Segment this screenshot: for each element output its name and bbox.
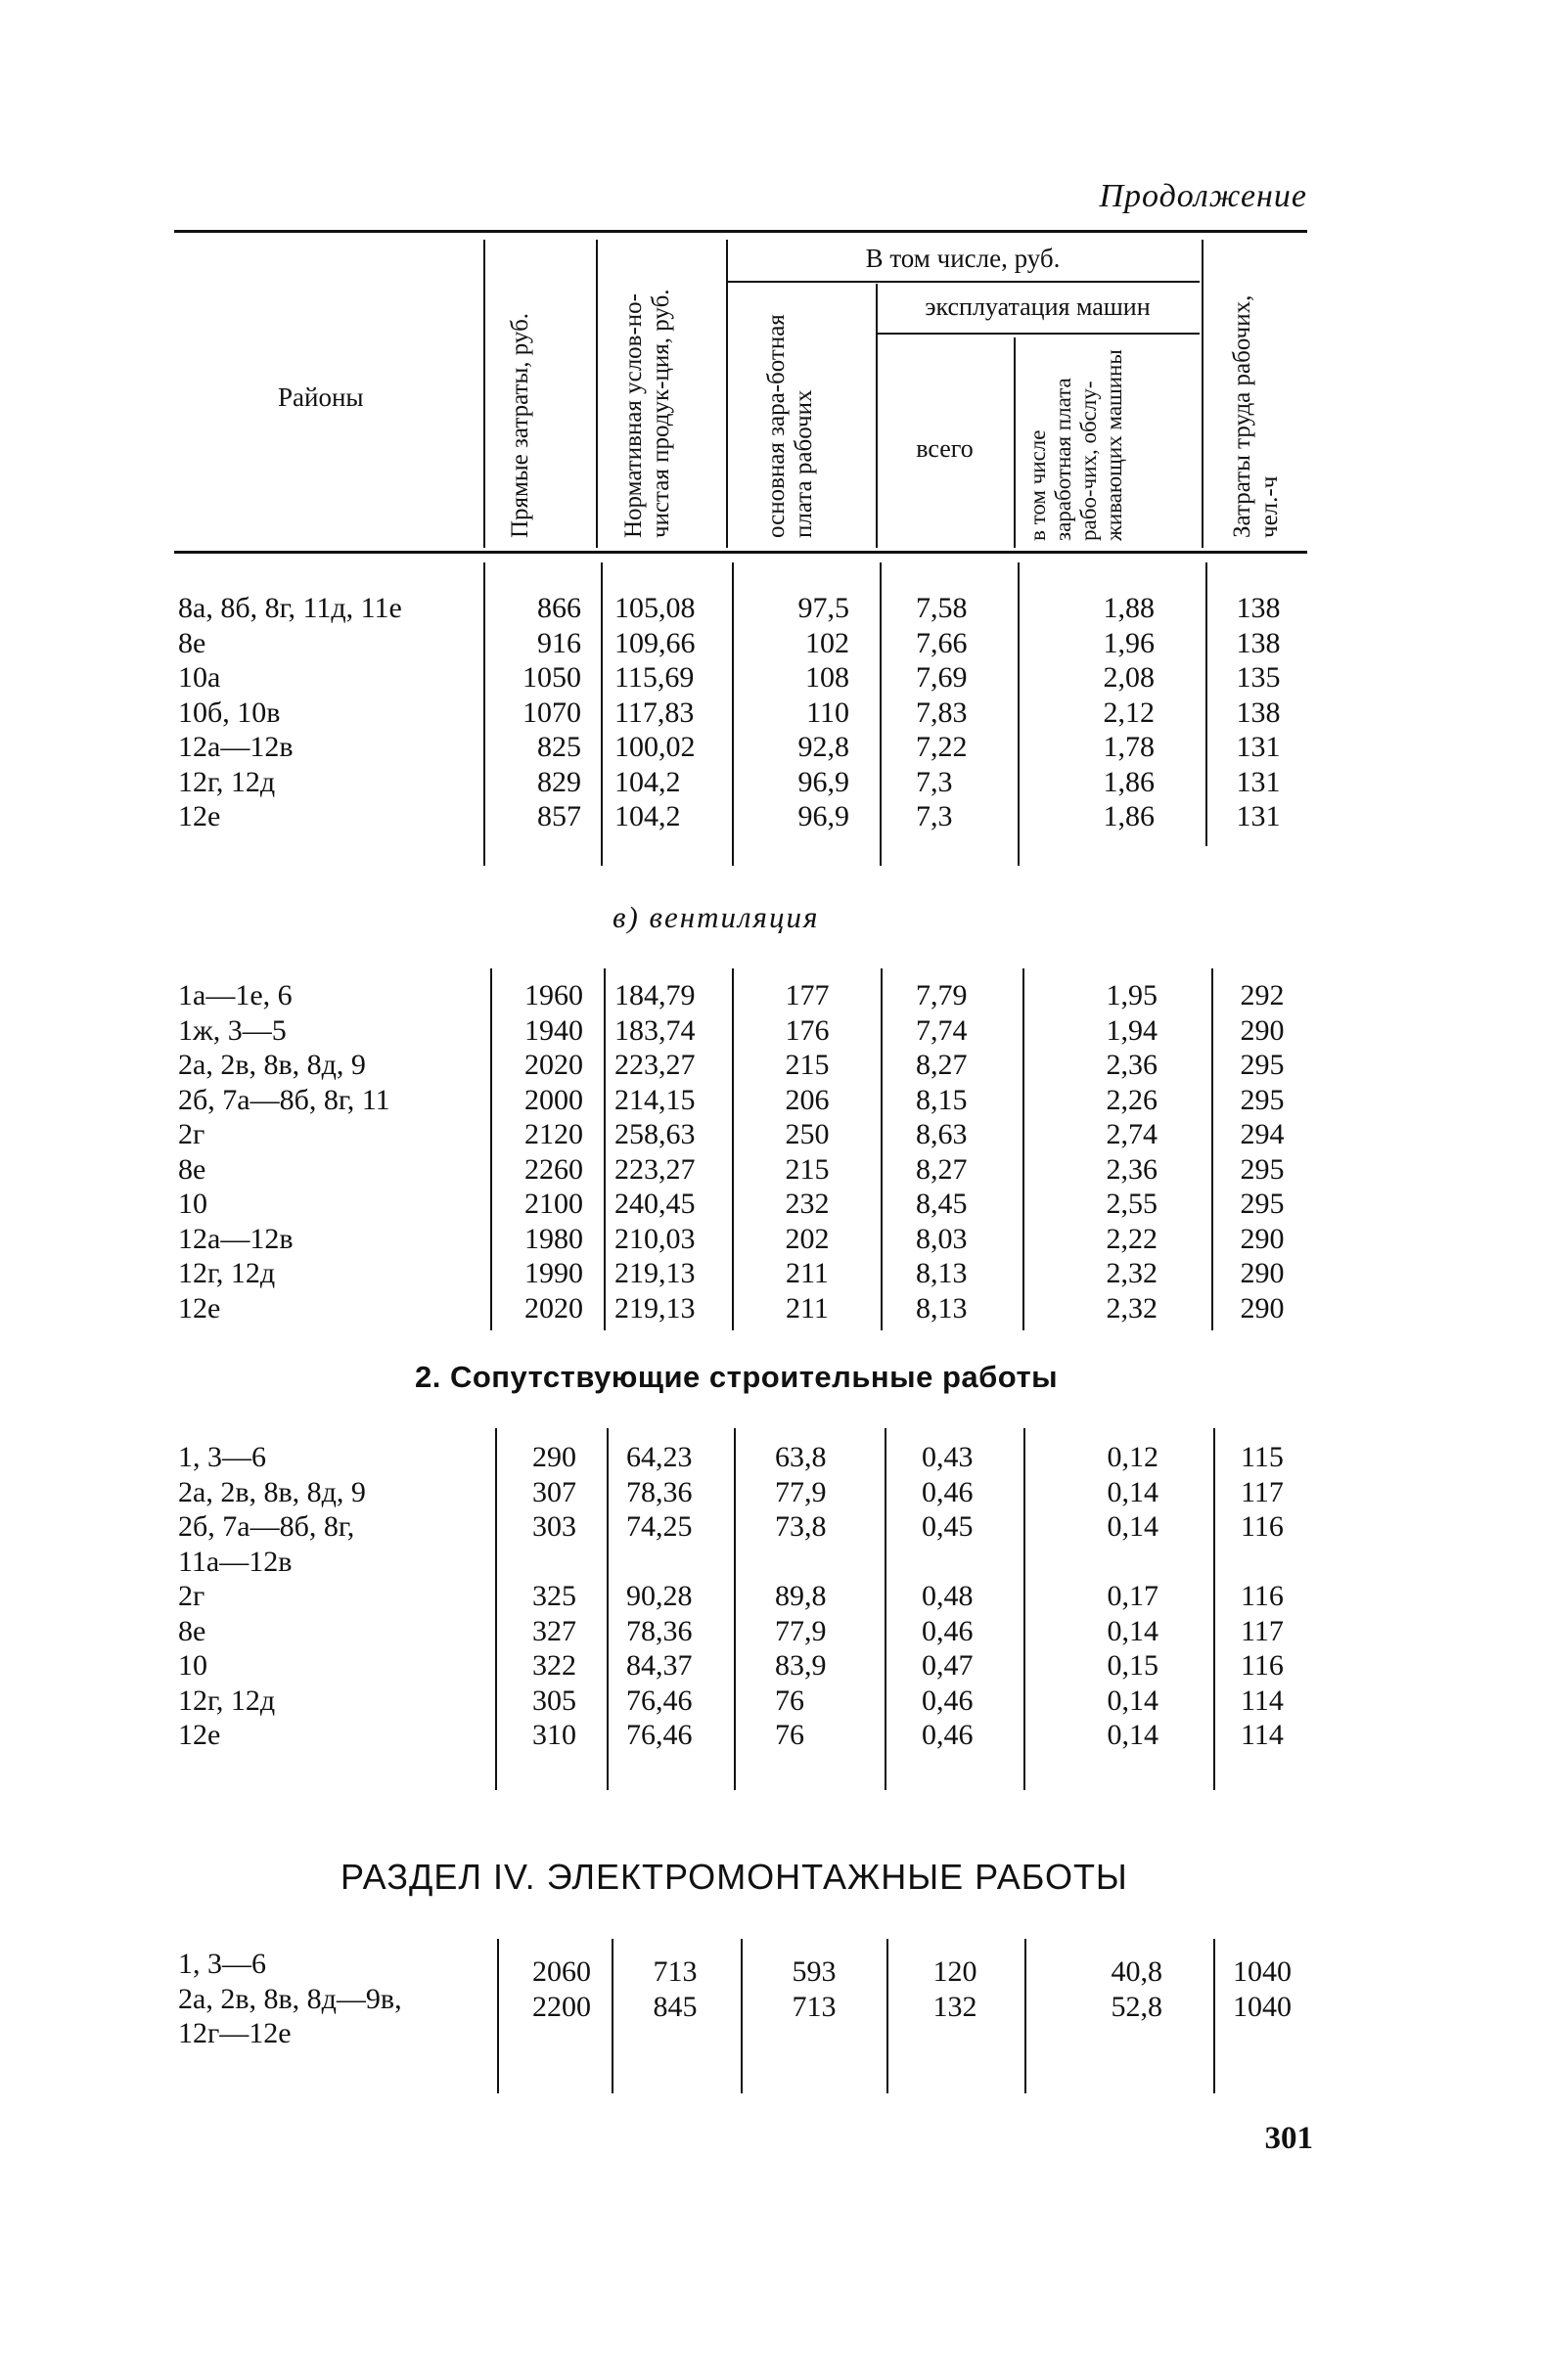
page-number: 301: [1264, 2121, 1313, 2156]
block3-labor: 115 117 116 116 117 116 114 114: [1241, 1441, 1284, 1751]
block2-labor: 292 290 295 295 294 295 295 290 290 290: [1240, 979, 1285, 1325]
block1-districts: 8а, 8б, 8г, 11д, 11е 8е 10а 10б, 10в 12а—12в 12г, 12д 12е: [178, 592, 402, 832]
column-divider: [885, 1428, 886, 1790]
header-bottom-rule: [174, 551, 1307, 554]
header-districts: Районы: [278, 382, 364, 412]
header-including-wage: в том числе заработная плата рабо-чих, обслу-живающих машины: [1025, 349, 1126, 541]
block2-norm: 184,79 183,74 223,27 214,15 258,63 223,27 240,45 210,03 219,13 219,13: [614, 979, 696, 1325]
column-divider: [734, 1428, 736, 1790]
block4-districts: 1, 3—6 2а, 2в, 8в, 8д—9в, 12г—12е: [178, 1948, 402, 2049]
block3-direct: 290 307 303 325 327 322 305 310: [532, 1441, 576, 1751]
block3-districts: 1, 3—6 2а, 2в, 8в, 8д, 9 2б, 7а—8б, 8г, 11а—12в 2г 8е 10 12г, 12д 12е: [178, 1441, 366, 1751]
header-divider: [596, 240, 598, 548]
header-normative-output: Нормативная услов-но-чистая продук-ция, руб.: [620, 289, 674, 538]
subsection-title: в) вентиляция: [613, 900, 820, 934]
table-top-rule: [174, 230, 1307, 233]
header-divider: [1202, 240, 1203, 548]
block4-total: 120 132: [932, 1955, 977, 2023]
header-divider: [726, 240, 728, 548]
column-divider: [601, 562, 603, 866]
header-total: всего: [916, 434, 974, 463]
block1-wage: 97,5 102 108 110 92,8 96,9 96,9: [797, 592, 849, 832]
block4-norm: 713 845: [653, 1955, 698, 2023]
block4-direct: 2060 2200: [532, 1955, 591, 2023]
section-4-title: РАЗДЕЛ IV. ЭЛЕКТРОМОНТАЖНЫЕ РАБОТЫ: [341, 1857, 1128, 1897]
header-base-wage: основная зара-ботная плата рабочих: [763, 314, 817, 538]
including-rule: [726, 281, 1200, 283]
column-divider: [881, 968, 883, 1330]
header-divider: [876, 284, 878, 548]
block1-direct: 866 916 1050 1070 825 829 857: [522, 592, 581, 832]
header-labor: Затраты труда рабочих, чел.-ч: [1229, 294, 1283, 538]
column-divider: [1022, 968, 1024, 1330]
block4-labor: 1040 1040: [1233, 1955, 1292, 2023]
header-machine-operation: эксплуатация машин: [925, 292, 1151, 321]
block4-machine-wage: 40,8 52,8: [1111, 1955, 1162, 2023]
block2-direct: 1960 1940 2020 2000 2120 2260 2100 1980 1990 2020: [524, 979, 583, 1325]
column-divider: [880, 562, 882, 866]
block2-machine-wage: 1,95 1,94 2,36 2,26 2,74 2,36 2,55 2,22 2,32 2,32: [1106, 979, 1158, 1325]
block2-total: 7,79 7,74 8,27 8,15 8,63 8,27 8,45 8,03 8,13 8,13: [916, 979, 968, 1325]
block2-wage: 177 176 215 206 250 215 232 202 211 211: [785, 979, 830, 1325]
header-direct-costs: Прямые затраты, руб.: [507, 312, 533, 538]
column-divider: [607, 1428, 609, 1790]
header-including: В том числе, руб.: [865, 244, 1061, 273]
header-divider: [1014, 337, 1016, 548]
block3-wage: 63,8 77,9 73,8 89,8 77,9 83,9 76 76: [775, 1441, 827, 1751]
block2-districts: 1а—1е, 6 1ж, 3—5 2а, 2в, 8в, 8д, 9 2б, 7а—8б, 8г, 11 2г 8е 10 12а—12в 12г, 12д 12е: [178, 979, 390, 1325]
block1-labor: 138 138 135 138 131 131 131: [1236, 592, 1281, 832]
block1-machine-wage: 1,88 1,96 2,08 2,12 1,78 1,86 1,86: [1103, 592, 1155, 832]
header-divider: [483, 240, 485, 548]
section-2-title: 2. Сопутствующие строительные работы: [415, 1360, 1059, 1394]
block3-norm: 64,23 78,36 74,25 90,28 78,36 84,37 76,46 76,46: [626, 1441, 693, 1751]
block4-wage: 593 713: [792, 1955, 837, 2023]
block1-norm: 105,08 109,66 115,69 117,83 100,02 104,2 104,2: [614, 592, 696, 832]
block3-total: 0,43 0,46 0,45 0,48 0,46 0,47 0,46 0,46: [922, 1441, 974, 1751]
block1-total: 7,58 7,66 7,69 7,83 7,22 7,3 7,3: [916, 592, 968, 832]
block3-machine-wage: 0,12 0,14 0,14 0,17 0,14 0,15 0,14 0,14: [1107, 1441, 1158, 1751]
continuation-label: Продолжение: [1099, 178, 1307, 214]
machines-rule: [876, 333, 1200, 335]
column-divider: [604, 968, 606, 1330]
